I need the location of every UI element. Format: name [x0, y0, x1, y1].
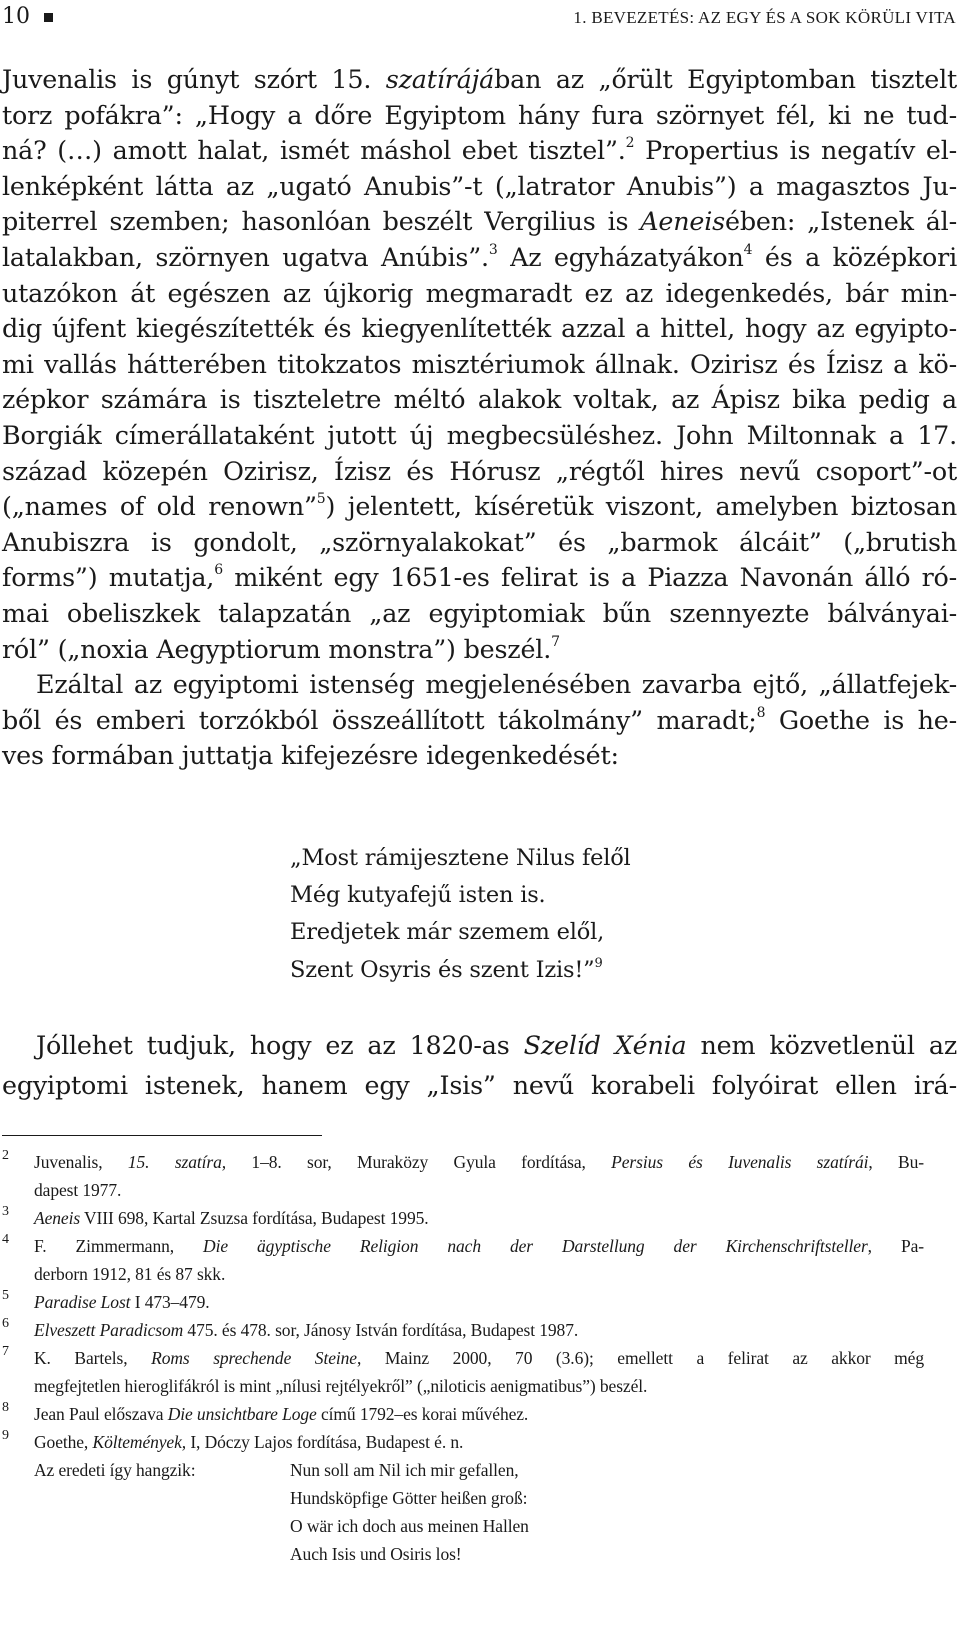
footnote: 5 Paradise Lost I 473–479. [2, 1288, 210, 1312]
text-line: forms”) mutatja,$^6$ miként egy 1651-es felirat is a Piazza Navonán álló ró- [2, 562, 957, 593]
original-verse-line: Hundsköpfige Götter heißen groß: [290, 1488, 528, 1508]
text-line: zépkor számára is tiszteletre méltó alakok voltak, az Ápisz bika pedig a [2, 384, 957, 415]
text-line: ves formában juttatja kifejezésre idegenkedését: [2, 740, 619, 771]
text-line: torz pofákra”: „Hogy a dőre Egyiptom hány fura szörnyet fél, ki ne tud- [2, 99, 957, 130]
text-line: dig újfent kiegészítették és kiegyenlítették azzal a hittel, hogy az egyipto- [2, 313, 957, 344]
running-head: 1. BEVEZETÉS: AZ EGY ÉS A SOK KÖRÜLI VITA [573, 8, 956, 27]
footnote-ref: 8 [756, 704, 766, 721]
text-line: mai obeliszkek talapzatán „az egyiptomiak bűn szennyezte bálványai- [2, 597, 957, 628]
footnote-ref: 6 [214, 562, 223, 579]
poem-line: Eredjetek már szemem elől, [290, 919, 605, 946]
text-line: mi vallás hátterében titokzatos misztériumok állnak. Ozirisz és Ízisz a kö- [2, 348, 957, 379]
footnote-ref: 3 [488, 241, 498, 258]
original-verse-line: Auch Isis und Osiris los! [290, 1544, 462, 1564]
footnote-ref: 4 [743, 241, 753, 258]
footnote: 7 K. Bartels, Roms sprechende Steine, Mainz 2000, 70 (3.6); emellett a felirat az akkor még megfejtetlen hieroglifákról is mint „nílusi rejtélyekről” („niloticis aenigmatibus”) beszél. [2, 1344, 924, 1396]
page-header [0, 4, 960, 38]
footnote-ref: 5 [316, 491, 326, 508]
text-line: Juvenalis is gúnyt szórt 15. szatírájában az „őrült Egyiptomban tisztelt [2, 64, 957, 94]
original-label: Az eredeti így hangzik: [34, 1460, 196, 1480]
original-verse-line: Az eredeti így hangzik: Nun soll am Nil ich mir gefallen, [0, 1456, 960, 1484]
footnote: 3 Aeneis VIII 698, Kartal Zsuzsa fordítása, Budapest 1995. [2, 1204, 429, 1228]
main-text-continued [2, 1025, 957, 1105]
original-verse-line: O wär ich doch aus meinen Hallen [290, 1516, 529, 1536]
main-text [2, 62, 957, 774]
footnote: 6 Elveszett Paradicsom 475. és 478. sor, Jánosy István fordítása, Budapest 1987. [2, 1316, 579, 1340]
square-bullet-icon [44, 13, 53, 22]
poem-line: Még kutyafejű isten is. [290, 882, 546, 909]
footnote: 9 Goethe, Költemények, I, Dóczy Lajos fordítása, Budapest é. n. [2, 1428, 464, 1452]
page-number: 10 [2, 4, 30, 29]
footnote-divider [2, 1135, 322, 1136]
text-line: ná? (…) amott halat, ismét máshol ebet tisztel”.$^2$ Propertius is negatív el- [2, 135, 957, 166]
footnote-ref: 2 [625, 135, 635, 152]
text-line: utazókon át egészen az újkorig megmaradt ez az idegenkedés, bár min- [2, 277, 957, 308]
poem-line: Szent Osyris és szent Izis!”$^9$ [290, 955, 603, 983]
text-line: ról” („noxia Aegyptiorum monstra”) beszél.$^7$ [2, 633, 560, 664]
text-line: („names of old renown”$^5$) jelentett, kíséretük viszont, amelyben biztosan [2, 491, 957, 522]
footnote-ref: 9 [594, 955, 603, 971]
text-line: egyiptomi istenek, hanem egy „Isis” nevű korabeli folyóirat ellen irá- [2, 1070, 957, 1100]
poem-line: „Most rámijesztene Nilus felől [290, 845, 631, 871]
text-line: Ezáltal az egyiptomi istenség megjelenésében zavarba ejtő, „állatfejek- [36, 669, 957, 700]
footnote: 2 Juvenalis, 15. szatíra, 1–8. sor, Muraközy Gyula fordítása, Persius és Iuvenalis szatírái, Bu- dapest 1977. [2, 1148, 924, 1200]
text-line: piterrel szemben; hasonlóan beszélt Vergilius is Aeneisében: „Istenek ál- [2, 206, 957, 237]
footnote-ref: 7 [551, 633, 560, 650]
text-line: Borgiák címerállataként jutott új megbecsüléshez. John Miltonnak a 17. [2, 419, 957, 450]
footnote: 4 F. Zimmermann, Die ägyptische Religion nach der Darstellung der Kirchenschriftsteller, Pa- derborn 1912, 81 és 87 skk. [2, 1232, 924, 1284]
text-line: lenképként látta az „ugató Anubis”-t („latrator Anubis”) a magasztos Ju- [2, 170, 957, 201]
footnotes [0, 1148, 960, 1568]
text-line: század közepén Ozirisz, Ízisz és Hórusz „régtől hires nevű csoport”-ot [2, 455, 957, 486]
footnote: 8 Jean Paul előszava Die unsichtbare Loge című 1792–es korai művéhez. [2, 1400, 529, 1424]
poem [290, 840, 631, 989]
text-line: ből és emberi torzókból összeállított tákolmány” maradt;$^8$ Goethe is he- [2, 704, 958, 735]
text-line: Anubiszra is gondolt, „szörnyalakokat” és „barmok álcáit” („brutish [2, 526, 957, 557]
text-line: Jóllehet tudjuk, hogy ez az 1820-as Szelíd Xénia nem közvetlenül az [36, 1030, 957, 1060]
text-line: latalakban, szörnyen ugatva Anúbis”.$^3$ Az egyházatyákon$^4$ és a középkori [2, 241, 958, 272]
